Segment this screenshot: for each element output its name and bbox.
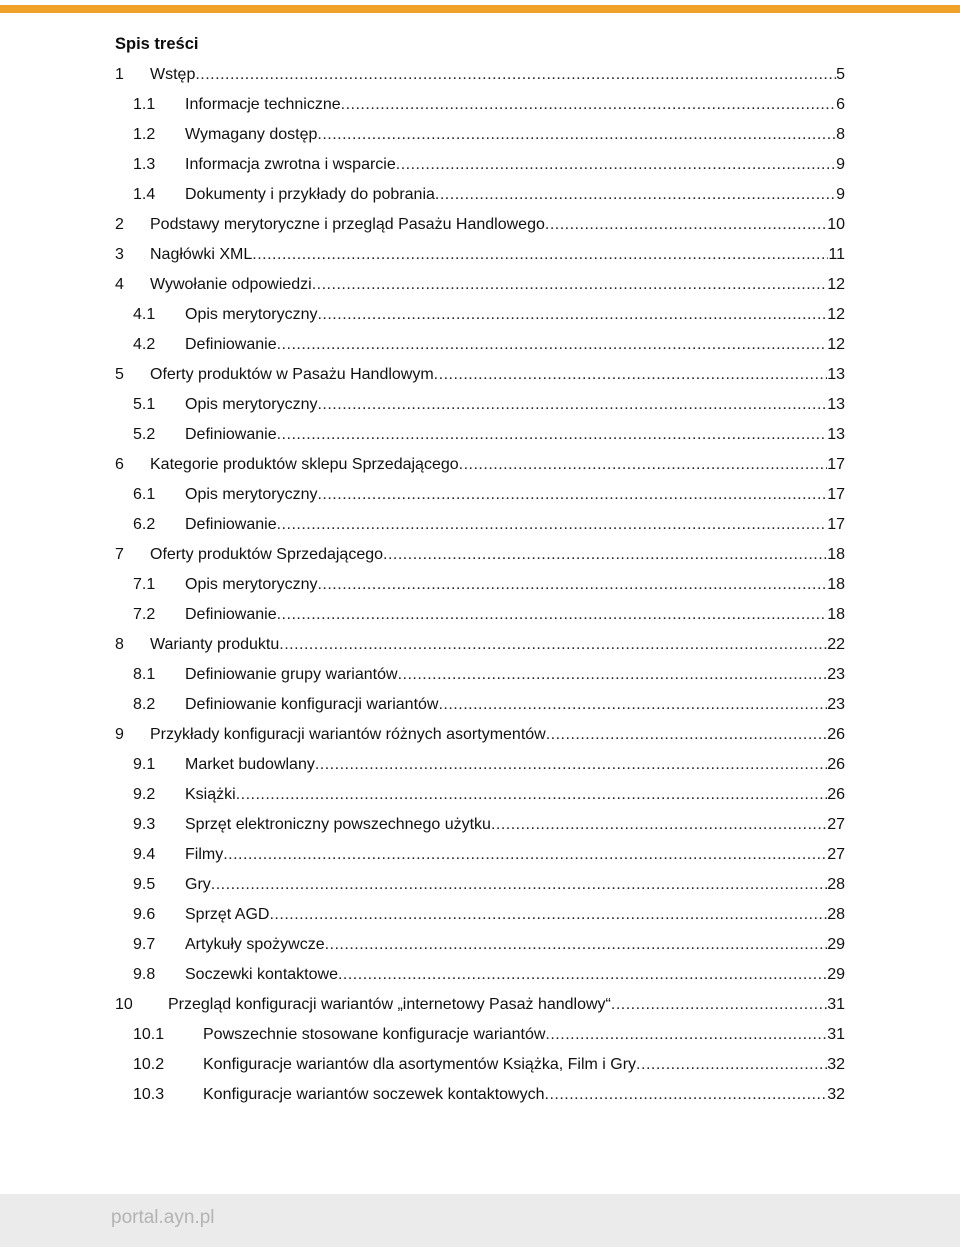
toc-entry-page: 6 [836,96,845,113]
toc-entry-number: 8.1 [133,666,156,683]
toc-entry[interactable] [0,720,960,750]
toc-dot-leader [252,240,828,270]
toc-entry-page: 11 [828,246,845,263]
toc-entry-title: Wstęp [150,66,196,83]
toc-entry-line [185,660,845,690]
toc-entry-page: 17 [827,486,845,503]
toc-dot-leader [325,930,828,960]
toc-dot-leader [317,480,827,510]
toc-entry-line [150,720,845,750]
toc-entry-page: 29 [827,966,845,983]
toc-entry-line [185,930,845,960]
toc-entry-number: 9 [115,726,124,743]
toc-entry-title: Warianty produktu [150,636,280,653]
toc-entry-page: 10 [827,216,845,233]
toc-entry-title: Sprzęt AGD [185,906,270,923]
toc-entry-number: 1 [115,66,124,83]
toc-dot-leader [317,570,827,600]
toc-entry-number: 6.1 [133,486,156,503]
toc-entry-page: 12 [827,336,845,353]
toc-entry-title: Gry [185,876,211,893]
toc-entry-title: Oferty produktów Sprzedającego [150,546,384,563]
toc-dot-leader [223,840,827,870]
footer-brand: portal.ayn.pl [111,1207,215,1228]
toc-entry-page: 23 [827,696,845,713]
toc-entry-title: Konfiguracje wariantów dla asortymentów Książka, Film i Gry [203,1056,637,1073]
toc-entry[interactable] [0,930,960,960]
toc-entry-page: 12 [827,276,845,293]
toc-entry-number: 4 [115,276,124,293]
toc-entry-number: 5 [115,366,124,383]
toc-entry-number: 2 [115,216,124,233]
toc-entry-title: Definiowanie grupy wariantów [185,666,398,683]
toc-entry-line [150,240,845,270]
toc-entry-number: 9.7 [133,936,156,953]
toc-dot-leader [341,90,836,120]
toc-entry-number: 1.3 [133,156,156,173]
toc-entry-page: 28 [827,906,845,923]
toc-entry[interactable] [0,1050,960,1080]
toc-dot-leader [383,540,827,570]
toc-entry[interactable] [0,750,960,780]
toc-entry-page: 8 [836,126,845,143]
toc-dot-leader [277,330,828,360]
toc-entry-title: Definiowanie konfiguracji wariantów [185,696,439,713]
toc-entry[interactable] [0,150,960,180]
toc-entry-number: 9.5 [133,876,156,893]
toc-entry-title: Sprzęt elektroniczny powszechnego użytku [185,816,491,833]
toc-dot-leader [491,810,827,840]
toc-entry-page: 32 [827,1086,845,1103]
toc-entry-title: Definiowanie [185,336,277,353]
toc-entry-page: 5 [836,66,845,83]
toc-dot-leader [396,150,836,180]
toc-entry-number: 7.1 [133,576,156,593]
toc-entry-line [185,120,845,150]
toc-entry-number: 5.1 [133,396,156,413]
toc-entry-page: 31 [827,996,845,1013]
toc-entry-title: Podstawy merytoryczne i przegląd Pasażu Handlowego [150,216,545,233]
toc-entry[interactable] [0,840,960,870]
toc-entry-title: Książki [185,786,236,803]
toc-entry[interactable] [0,780,960,810]
toc-dot-leader [269,900,827,930]
toc-entry[interactable] [0,390,960,420]
toc-dot-leader [317,300,827,330]
toc-entry-page: 29 [827,936,845,953]
toc-entry-number: 4.1 [133,306,156,323]
toc-entry-line [185,180,845,210]
toc-entry-title: Definiowanie [185,606,277,623]
toc-entry[interactable] [0,240,960,270]
toc-entry-line [150,540,845,570]
toc-entry[interactable] [0,300,960,330]
toc-entry-page: 17 [827,516,845,533]
toc-entry[interactable] [0,600,960,630]
toc-entry-page: 13 [827,396,845,413]
toc-entry-line [185,90,845,120]
toc-dot-leader [236,780,828,810]
toc-entry-number: 10 [115,996,133,1013]
toc-entry-page: 26 [827,786,845,803]
toc-entry-number: 5.2 [133,426,156,443]
toc-title: Spis treści [115,35,199,53]
toc-entry-number: 6 [115,456,124,473]
toc-entry-line [185,960,845,990]
toc-entry[interactable] [0,330,960,360]
toc-entry-title: Dokumenty i przykłady do pobrania [185,186,435,203]
toc-entry-page: 32 [827,1056,845,1073]
toc-entry[interactable] [0,990,960,1020]
toc-entry-number: 10.1 [133,1026,165,1043]
toc-entry-number: 8 [115,636,124,653]
toc-entry-number: 1.1 [133,96,156,113]
toc-entry-line [150,450,845,480]
toc-entry-line [185,900,845,930]
footer-bar [0,1194,960,1247]
toc-entry-line [185,390,845,420]
toc-entry-number: 9.1 [133,756,156,773]
toc-dot-leader [398,660,828,690]
toc-entry-line [150,210,845,240]
toc-entry-title: Informacja zwrotna i wsparcie [185,156,396,173]
toc-entry[interactable] [0,480,960,510]
toc-entry[interactable] [0,870,960,900]
toc-dot-leader [317,390,827,420]
toc-entry-title: Opis merytoryczny [185,306,318,323]
toc-entry-line [203,1050,845,1080]
toc-entry-number: 1.4 [133,186,156,203]
toc-entry[interactable] [0,690,960,720]
toc-entry[interactable] [0,420,960,450]
toc-entry-line [185,750,845,780]
toc-entry-number: 9.2 [133,786,156,803]
toc-entry[interactable] [0,270,960,300]
toc-entry-page: 26 [827,756,845,773]
toc-entry[interactable] [0,60,960,90]
toc-entry-number: 7.2 [133,606,156,623]
toc-entry-page: 28 [827,876,845,893]
toc-entry-title: Wywołanie odpowiedzi [150,276,312,293]
toc-dot-leader [211,870,827,900]
toc-entry-line [185,330,845,360]
toc-entry-number: 8.2 [133,696,156,713]
toc-entry-line [168,990,845,1020]
toc-entry[interactable] [0,90,960,120]
toc-entry-title: Nagłówki XML [150,246,253,263]
toc-entry[interactable] [0,510,960,540]
toc-entry[interactable] [0,120,960,150]
toc-entry-title: Przykłady konfiguracji wariantów różnych asortymentów [150,726,546,743]
toc-entry-number: 1.2 [133,126,156,143]
toc-entry-line [185,870,845,900]
toc-dot-leader [338,960,827,990]
header-accent-bar [0,5,960,13]
toc-entry-page: 31 [827,1026,845,1043]
toc-entry-line [203,1080,845,1110]
toc-entry[interactable] [0,540,960,570]
toc-entry-title: Wymagany dostęp [185,126,318,143]
toc-entry-page: 9 [836,186,845,203]
toc-entry-title: Konfiguracje wariantów soczewek kontaktowych [203,1086,545,1103]
toc-entry[interactable] [0,360,960,390]
toc-entry-line [185,480,845,510]
toc-entry-page: 18 [827,606,845,623]
toc-dot-leader [545,1020,827,1050]
toc-entry-title: Kategorie produktów sklepu Sprzedającego [150,456,459,473]
toc-entry[interactable] [0,960,960,990]
toc-entry-line [203,1020,845,1050]
toc-entry-line [185,510,845,540]
toc-entry[interactable] [0,570,960,600]
toc-entry-title: Informacje techniczne [185,96,341,113]
toc-entry-number: 4.2 [133,336,156,353]
toc-entry-page: 23 [827,666,845,683]
toc-entry-line [150,270,845,300]
toc-entry-page: 18 [827,576,845,593]
toc-dot-leader [195,60,836,90]
toc-entry-page: 26 [827,726,845,743]
toc-dot-leader [279,630,827,660]
toc-entry-number: 6.2 [133,516,156,533]
toc-entry-page: 27 [827,846,845,863]
toc-dot-leader [435,180,836,210]
toc-entry-line [185,300,845,330]
toc-entry-line [150,360,845,390]
toc-entry[interactable] [0,810,960,840]
toc-dot-leader [277,420,828,450]
toc-dot-leader [438,690,827,720]
toc-entry-page: 22 [827,636,845,653]
toc-dot-leader [636,1050,827,1080]
toc-dot-leader [545,210,827,240]
toc-entry[interactable] [0,660,960,690]
toc-entry[interactable] [0,180,960,210]
toc-entry-number: 10.2 [133,1056,165,1073]
toc-entry-page: 13 [827,426,845,443]
toc-entry-title: Definiowanie [185,516,277,533]
toc-entry[interactable] [0,1080,960,1110]
toc-entry-line [185,810,845,840]
toc-entry-page: 12 [827,306,845,323]
toc-dot-leader [459,450,828,480]
toc-entry-title: Opis merytoryczny [185,396,318,413]
toc-entry-page: 18 [827,546,845,563]
toc-entry-page: 17 [827,456,845,473]
toc-dot-leader [277,510,828,540]
toc-dot-leader [317,120,836,150]
toc-entry-title: Oferty produktów w Pasażu Handlowym [150,366,434,383]
toc-dot-leader [434,360,828,390]
toc-entry-number: 9.3 [133,816,156,833]
toc-entry-line [150,60,845,90]
toc-entry[interactable] [0,900,960,930]
toc-entry-title: Soczewki kontaktowe [185,966,338,983]
toc-entry-number: 9.8 [133,966,156,983]
toc-entry-page: 13 [827,366,845,383]
toc-entry-number: 7 [115,546,124,563]
toc-entry-page: 9 [836,156,845,173]
toc-entry-line [185,600,845,630]
toc-entry[interactable] [0,1020,960,1050]
toc-dot-leader [545,1080,828,1110]
toc-entry[interactable] [0,450,960,480]
toc-dot-leader [546,720,827,750]
toc-entry-number: 9.4 [133,846,156,863]
toc-entry[interactable] [0,630,960,660]
toc-entry-title: Market budowlany [185,756,315,773]
toc-entry-line [185,420,845,450]
toc-entry-title: Powszechnie stosowane konfiguracje wariantów [203,1026,546,1043]
toc-entry-line [185,570,845,600]
toc-entry-title: Artykuły spożywcze [185,936,325,953]
toc-entry-title: Filmy [185,846,224,863]
toc-dot-leader [611,990,827,1020]
toc-entry-title: Przegląd konfiguracji wariantów „internetowy Pasaż handlowy“ [168,996,611,1013]
toc-dot-leader [315,750,827,780]
toc-entry-line [150,630,845,660]
toc-entry-number: 3 [115,246,124,263]
toc-entry-line [185,690,845,720]
toc-entry-title: Definiowanie [185,426,277,443]
toc-entry-line [185,780,845,810]
toc-entry-number: 10.3 [133,1086,165,1103]
toc-entry-line [185,150,845,180]
toc-entry[interactable] [0,210,960,240]
toc-dot-leader [277,600,828,630]
toc-dot-leader [312,270,827,300]
toc-entry-line [185,840,845,870]
toc-entry-title: Opis merytoryczny [185,576,318,593]
toc-entry-number: 9.6 [133,906,156,923]
toc-entry-title: Opis merytoryczny [185,486,318,503]
toc-entry-page: 27 [827,816,845,833]
